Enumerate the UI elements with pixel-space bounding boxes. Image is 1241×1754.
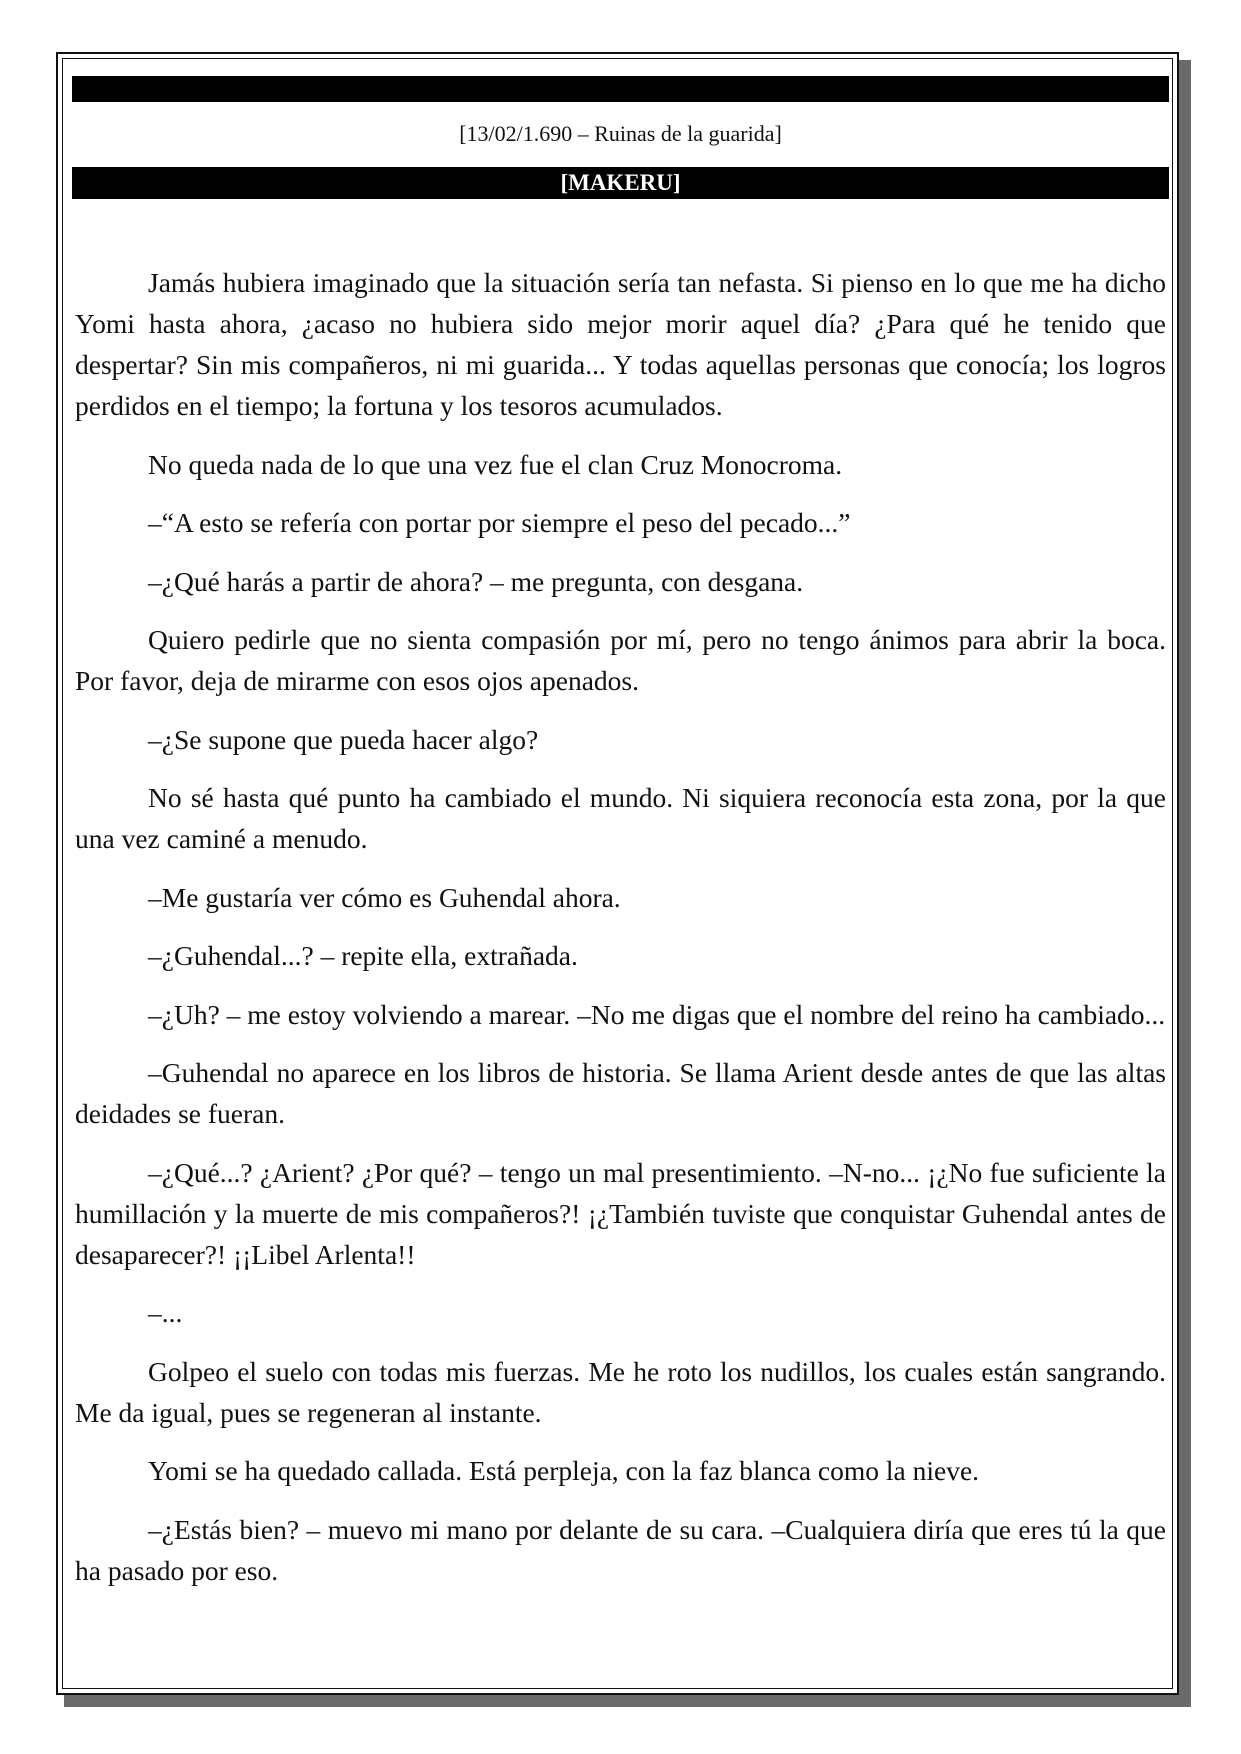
paragraph: No sé hasta qué punto ha cambiado el mundo. Ni siquiera reconocía esta zona, por la que una vez caminé a menudo. (75, 782, 1166, 854)
paragraph: –¿Guhendal...? – repite ella, extrañada. (148, 940, 578, 971)
paragraph: Yomi se ha quedado callada. Está perpleja, con la faz blanca como la nieve. (148, 1455, 980, 1486)
paragraph: –Me gustaría ver cómo es Guhendal ahora. (148, 881, 621, 913)
paragraph: –¿Qué harás a partir de ahora? – me pregunta, con desgana. (148, 565, 804, 597)
paragraph: Quiero pedirle que no sienta compasión por mí, pero no tengo ánimos para abrir la boca. Por favor, deja de mirarme con esos ojos apenados. (75, 624, 1166, 696)
paragraph: Golpeo el suelo con todas mis fuerzas. Me he roto los nudillos, los cuales están sangrando. Me da igual, pues se regeneran al instante. (75, 1355, 1166, 1428)
story-body (75, 262, 1166, 1608)
paragraph: –¿Uh? – me estoy volviendo a marear. –No me digas que el nombre del reino ha cambiado... (148, 998, 1166, 1030)
paragraph: Jamás hubiera imaginado que la situación sería tan nefasta. Si pienso en lo que me ha dicho Yomi hasta ahora, ¿acaso no hubiera sido mejor morir aquel día? ¿Para qué he tenido que despertar? Sin mis compañeros, ni mi guarida... Y todas aquellas personas que conocía; los logros perdidos en el tiempo; la fortuna y los tesoros acumulados. (75, 267, 1166, 421)
paragraph: –... (148, 1297, 183, 1328)
paragraph: –¿Qué...? ¿Arient? ¿Por qué? – tengo un mal presentimiento. –N-no... ¡¿No fue suficiente la humillación y la muerte de mis compañeros?! ¡¿También tuviste que conquistar Guhendal antes de desaparecer?! ¡¡Libel Arlenta!! (75, 1156, 1166, 1270)
paragraph: –“A esto se refería con portar por siempre el peso del pecado...” (148, 507, 851, 538)
paragraph: –Guhendal no aparece en los libros de historia. Se llama Arient desde antes de que las altas deidades se fueran. (75, 1057, 1166, 1129)
character-name-banner: [MAKERU] (72, 167, 1169, 199)
paragraph: No queda nada de lo que una vez fue el clan Cruz Monocroma. (148, 448, 843, 480)
date-location-header: [13/02/1.690 – Ruinas de la guarida] (459, 121, 782, 146)
paragraph: –¿Se supone que pueda hacer algo? (148, 723, 539, 755)
paragraph: –¿Estás bien? – muevo mi mano por delante de su cara. –Cualquiera diría que eres tú la que ha pasado por eso. (75, 1513, 1166, 1586)
header-black-bar (72, 76, 1169, 102)
